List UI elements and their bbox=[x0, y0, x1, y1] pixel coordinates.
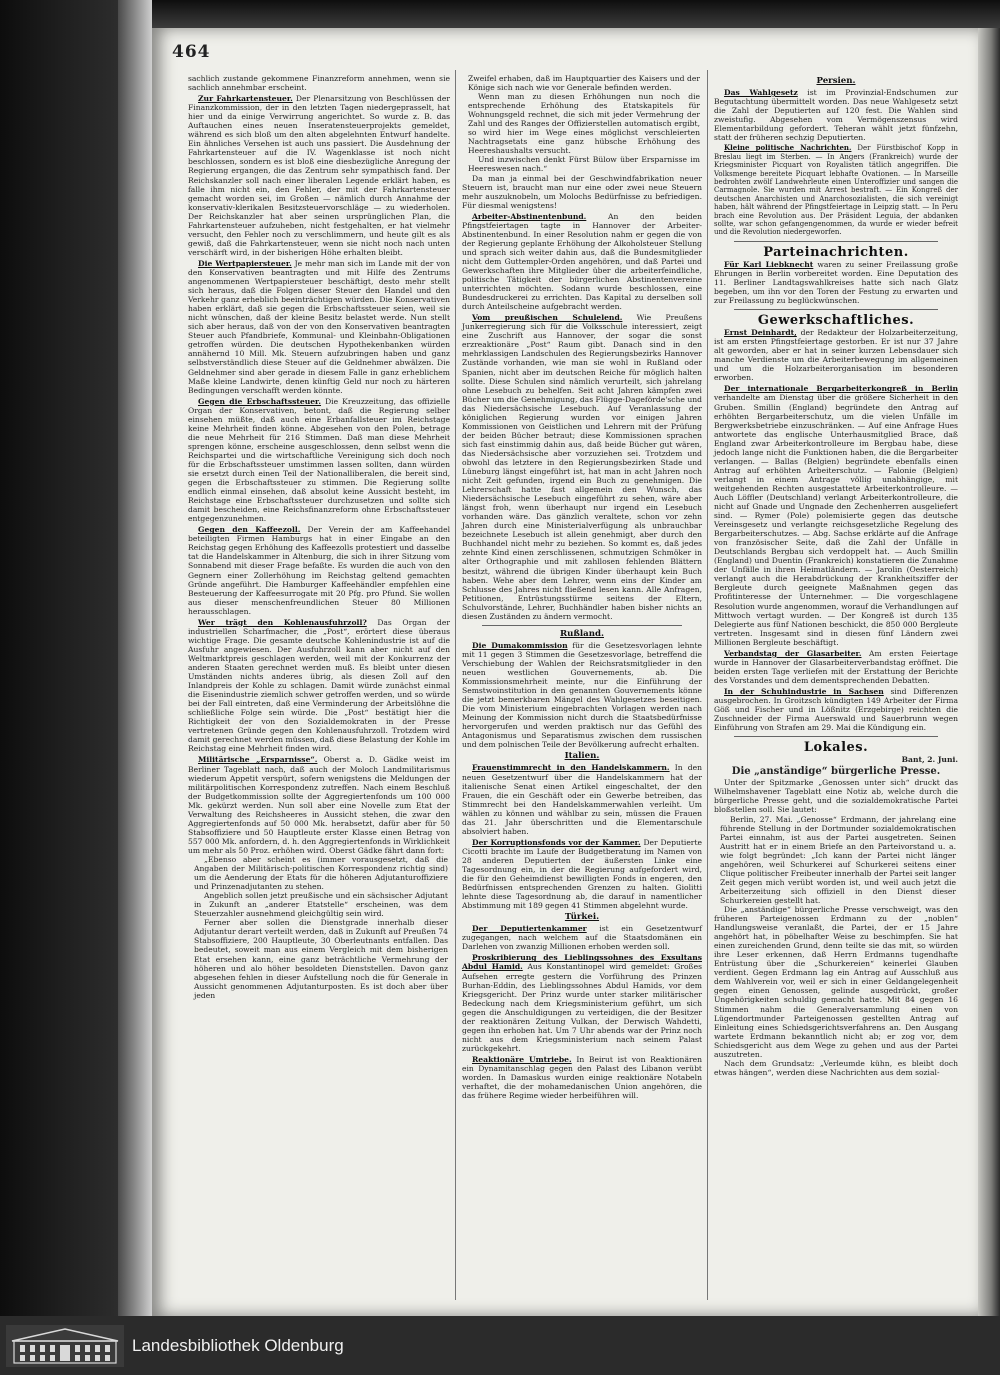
article-title: Für Karl Liebknecht bbox=[724, 259, 814, 269]
article bbox=[462, 641, 702, 750]
section-divider bbox=[482, 625, 682, 626]
article-title: Zur Fahrkartensteuer. bbox=[198, 94, 293, 104]
article-title: Der internationale Bergarbeiterkongreß in Berlin bbox=[724, 384, 958, 394]
book-gutter bbox=[118, 0, 152, 1316]
article-title: Gegen die Erbschaftssteuer. bbox=[198, 396, 322, 406]
quote-paragraph: „Ebenso aber scheint es (immer vorausgesetzt, daß die Angaben der Militärisch-politischen Korrespondenz richtig sind) um die Aenderung der Etats für die höheren Adjutanturoffiziere und Prinzenadjutanten zu stehen. bbox=[194, 854, 448, 892]
article bbox=[462, 74, 702, 210]
article bbox=[714, 328, 958, 382]
article bbox=[714, 384, 958, 646]
article-text: Oberst a. D. Gädke weist im Berliner Tageblatt nach, daß auch der Moloch Landmilitarismus wiederum Appetit verspürt, sofern wenigstens die Meldungen der militärpolitischen Korrespondenz zutreffen. Nach einem Beschluß der Budgetkommission sollte der Aggregiertenfonds um 100 000 Mk. gekürzt werden. Nun soll aber eine Novelle zum Etat der Verwaltung des Reichsheeres in Aussicht stehen, die zwar den Aggregiertenfonds auf 50 000 Mk. herabsetzt, dafür aber für 50 Stabsoffiziere und 50 Hauptleute erster Klasse einen Betrag von 557 000 Mk. anfordern, d. h. den Aggregiertenfonds in Wirklichkeit um mehr als 50 Proz. erhöhen wird. Oberst Gädke fährt dann fort: bbox=[188, 755, 451, 855]
article-text: Die „anständige“ bürgerliche Presse verschweigt, was den früheren Parteigenossen Erdmann zu der „noblen“ Handlungsweise veranlaßt, die Partei, der er 15 Jahre angehört hat, in pöbelhafter Weise zu beschimpfen. Sie hat einen zureichenden Grund, denn teilte sie das mit, so würden ihre Leser erkennen, daß Herrn Erdmanns tugendhafte Entrüstung über die „Schurkereien“ keinerlei Glauben verdient. Gegen Erdmann lag ein Antrag auf Ausschluß aus dem Wahlverein vor, weil er sich in einer Geldangelegenheit gegen einen Genossen, gelinde ausgedrückt, großer Ungehörigkeiten schuldig gemacht hatte. Mit 84 gegen 16 Stimmen nahm die Generalversammlung einen von Lügendortmunder Parteigenossen gestellten Antrag auf Einleitung eines Schiedsgerichtsverfahrens an. Den Ausgang wartete Erdmann bekanntlich nicht ab; er zog vor, dem Schiedsgericht aus dem Wege zu gehen und aus der Partei auszutreten. bbox=[714, 904, 958, 1059]
section-divider bbox=[734, 736, 938, 737]
quotation bbox=[714, 815, 958, 905]
article bbox=[188, 74, 450, 92]
article-title: Der Deputiertenkammer bbox=[472, 924, 587, 934]
article-title: Kleine politische Nachrichten. bbox=[724, 143, 852, 153]
article-text: Der Fürstbischof Kopp in Breslau liegt im Sterben. — In Angers (Frankreich) wurde der Kriegsminister Picquart von Royalisten tätlich angegriffen. Die Volksmenge bereitete Picquart lebhafte Ovationen. — In Marseille bedrohten zwölf Landwehrleute einen Unteroffizier und sangen die Carmagnole. Sie wurden mit Arrest bestraft. — Ein Kongreß der deutschen Anarchisten und Anarchosozialisten, die sich vereinigt haben, hält während der Pfingstfeiertage in Leipzig statt. — In Peru brach eine Revolution aus. Der Präsident Leguia, der abdanken sollte, war schon gefangengenommen, da wurde er wieder befreit und die Revolution niedergeworfen. bbox=[714, 144, 958, 237]
dateline: Bant, 2. Juni. bbox=[901, 755, 958, 765]
article-title: Wer trägt den Kohlenausfuhrzoll? bbox=[198, 617, 367, 627]
article-title: Ernst Deinhardt, bbox=[724, 328, 797, 338]
quote-paragraph: Angeblich sollen jetzt preußische und ein sächsischer Adjutant in Zukunft an „anderer Etatstelle“ erscheinen, was dem Steuerzahler ausnehmend gleichgültig sein wird. bbox=[194, 891, 448, 919]
article-text: sachlich zustande gekommene Finanzreform annehmen, wenn sie sachlich annehmbar erscheint. bbox=[188, 74, 450, 93]
library-building-logo bbox=[6, 1325, 124, 1367]
quotation bbox=[188, 855, 450, 1000]
article-text: Die Kreuzzeitung, das offizielle Organ der Konservativen, betont, daß die Regierung selber einsehen müßte, daß auch eine Erbanfallsteuer im Reichstage keine Mehrheit finden könne. Abgesehen von den Polen, betrage die neue Mehrheit für 216 Stimmen. Daß man diese Mehrheit sprengen könne, erscheine ausgeschlossen, denn selbst wenn die Reichspartei und die wirtschaftliche Vereinigung sich doch noch für die Erbschaftssteuer umstimmen lassen sollten, dann würden sie ersetzt durch einen Teil der Nationalliberalen, die bereit sind, gegen die Erbschaftssteuer zu stimmen. Die Regierung sollte endlich einmal einsehen, daß absolut keine Aussicht besteht, im Reichstage eine Erbschaftssteuer durchzusetzen und sollte sich damit bescheiden, eine Reichsfinanzreform ohne Erbschaftssteuer entgegenzunehmen. bbox=[188, 396, 450, 524]
section-heading: Türkei. bbox=[564, 912, 600, 923]
section-heading: Lokales. bbox=[803, 740, 869, 756]
article-heading: Die „anständige“ bürgerliche Presse. bbox=[731, 766, 941, 778]
article bbox=[188, 525, 450, 615]
article bbox=[188, 259, 450, 395]
article-title: Verbandstag der Glasarbeiter. bbox=[724, 648, 862, 658]
article bbox=[462, 838, 702, 910]
article bbox=[188, 618, 450, 754]
article-title: Arbeiter-Abstinentenbund. bbox=[472, 211, 587, 221]
quote-paragraph: Zweifel erhaben, daß im Hauptquartier des Kaisers und der Könige sich nach wie vor Generale befinden werden. bbox=[468, 74, 700, 93]
article-title: Reaktionäre Umtriebe. bbox=[472, 1054, 572, 1064]
article-text: Der Deputierte Cicotti brachte im Laufe der Budgetberatung im Namen von 28 anderen Deputierten der äußersten Linke eine Tagesordnung ein, in der die Regierung aufgefordert wird, die für den Geheimdienst bewilligten Fonds in engeren, den Bedürfnissen entsprechenden Grenzen zu halten. Giolitti lehnte diese Tagesordnung ab, die darauf in namentlicher Abstimmung mit 189 gegen 41 Stimmen abgelehnt wurde. bbox=[462, 837, 702, 911]
article-text: Je mehr man sich im Lande mit der von den Konservativen beantragten und mit Hilfe des Zentrums angenommenen Wertpapiersteuer beschäftigt, desto mehr stellt sich heraus, daß die Folgen dieser Steuer den Handel und den Verkehr ganz erheblich beeinträchtigen würden. Die Konservativen haben erklärt, daß sie gegen die Erbschaftssteuer seien, weil sie nicht wünschen, daß der kleine Besitz belastet werde. Nun stellt sich aber heraus, daß von der von den Konservativen beantragten Steuer auch Pfandbriefe, Kommunal- und Kleinbahn-Obligationen getroffen würden. Die deutschen Hypothekenbanken würden annähernd 10 Mill. Mk. Steuern aufzubringen haben und ganz selbstverständlich diese Steuer auf die Geldnehmer abwälzen. Die Geldnehmer sind aber gerade in diesem Falle in ganz erheblichem Maße kleine Landwirte, denen künftig Geld nur noch zu härteren Bedingungen verschafft werden könnte. bbox=[188, 258, 450, 395]
article-text: der Redakteur der Holzarbeiterzeitung, ist am ersten Pfingstfeiertage gestorben. Er ist nur 37 Jahre alt geworden, aber er hat in seiner kurzen Lebensdauer sich manche Verdienste um die Arbeiterbewegung im allgemeinen und um die Holzarbeiterorganisation im besonderen erworben. bbox=[714, 328, 958, 383]
article-title: Gegen den Kaffeezoll. bbox=[198, 525, 301, 535]
section-heading: Persien. bbox=[816, 76, 856, 86]
section-heading: Rußland. bbox=[559, 628, 604, 639]
article bbox=[714, 88, 958, 142]
article-title: Der Korruptionsfonds vor der Kammer. bbox=[472, 837, 641, 847]
article-text: Wie Preußens Junkerregierung sich für die Volksschule interessiert, zeigt eine Zuschrift aus Hannover, der sogar die sonst erzreaktionäre „Post“ Raum gibt. Danach sind in den mehrklassigen Landschulen des Regierungsbezirks Hannover Zustände vorhanden, wie man sie wohl in Rußland oder Spanien, nicht aber im deutschen Reiche für möglich halten sollte. Diese Schulen sind nämlich verurteilt, sich jahrelang ohne Lesebuch zu behelfen. Seit acht Jahren kämpfen zwei Bücher um die Genehmigung, das Flügge-Dageförde'sche und das Niedersächsische Lesebuch. Auf Veranlassung der königlichen Regierung wurden vor einigen Jahren Kommissionen von Geistlichen und Lehrern mit der Prüfung der beiden Bücher betraut; diese Kommissionen sprachen sich fast einstimmig dahin aus, daß beide Bücher gut wären, das Niedersächsische aber vorzuziehen sei. Trotzdem und obwohl das letztere in den Regierungsbezirken Stade und Lüneburg längst eingeführt ist, hat man in acht Jahren noch nicht Zeit gefunden, irgend ein Buch zu genehmigen. Die Lehrerschaft hatte fast allgemein den Wunsch, das Niedersächsische Lesebuch eingeführt zu sehen, wäre aber längst froh, wenn überhaupt nur irgend ein Lesebuch vorhanden wäre. Das gänzlich veraltete, schon vor zehn Jahren durch eine Ministerialverfügung als unbrauchbar bezeichnete Lesebuch ist allein genehmigt, aber durch den Buchhandel nicht mehr zu beziehen. So kommt es, daß jedes zehnte Kind einen zerschlissenen, schmutzigen Schmöker in alter Orthographie und mit zahllosen fehlenden Blättern besitzt, während die übrigen Kinder überhaupt kein Buch haben. Wehe aber dem Lehrer, wenn eins der Kinder am Schlusse des Jahres nicht fließend lesen kann. Alle Anfragen, Petitionen, Entrüstungsstürme seitens der Eltern, Schulvorstände, Lehrer, Buchhändler haben bisher nichts an diesen Zuständen zu ändern vermocht. bbox=[462, 313, 702, 621]
newspaper-page bbox=[152, 28, 978, 1316]
column-left bbox=[188, 74, 450, 1002]
quote-paragraph: Ferner aber sollen die Dienstgrade innerhalb dieser Adjutantur derart verteilt werden, daß in Zukunft auf Preußen 74 Stabsoffiziere, 200 Hauptleute, 30 Oberleutnants entfallen. Das bedeutet, soweit man aus einem Vergleich mit dem bisherigen Etat ersehen kann, eine ganz beträchtliche Vermehrung der höheren und alo höher besoldeten Dienststellen. Davon ganz abgesehen fehlen in dieser Aufstellung noch die für Generale in Aussicht genommenen Adjutanturposten. Es ist doch aber über jeden bbox=[194, 918, 448, 1000]
article-title: Die Dumakommission bbox=[472, 640, 568, 650]
article bbox=[462, 763, 702, 835]
article-text: An den beiden Pfingstfeiertagen tagte in Hannover der Arbeiter-Abstinentenbund. In einer Resolution nahm er gegen die von der Regierung geplante Erhöhung der Alkoholsteuer Stellung und sprach sich weiter dahin aus, daß die Bundesmitglieder nicht dem Guttempler-Orden angehören, und daß Partei und Gewerkschaften ihre Mitglieder über die arbeiterfeindliche, politische Tätigkeit der bürgerlichen Abstinentenvereine unterrichten möchten. Sodann wurde beschlossen, eine Bundesdruckerei zu errichten. Das Kapital zu derselben soll durch Anteilscheine aufgebracht werden. bbox=[462, 211, 702, 312]
article-text: Nach dem Grundsatz: „Verleumde kühn, es bleibt doch etwas hängen“, werden diese Nachrichten aus dem sozial- bbox=[714, 1058, 958, 1077]
article-text: In Beirut ist von Reaktionären ein Dynamitanschlag gegen den Palast des Libanon verübt worden. In Damaskus wurden einige reaktionäre Notabeln verhaftet, die der mohamedanischen Union angehören, die das frühere Regime wieder herbeiführen will. bbox=[462, 1054, 702, 1101]
article bbox=[462, 1055, 702, 1100]
article-title: Frauenstimmrecht in den Handelskammern. bbox=[472, 763, 670, 773]
column-rule bbox=[707, 70, 708, 1300]
column-rule bbox=[455, 70, 456, 1300]
column-middle bbox=[462, 74, 702, 1102]
quote-paragraph: Wenn man zu diesen Erhöhungen nun noch die entsprechende Erhöhung des Etatskapitels für Wohnungsgeld rechnet, die sich mit jeder Vermehrung der Zahl und des Ranges der Offizierstellen automatisch ergibt, so wird hier im Wege eines möglichst verschleierten Nachtragsetats eine ganz hübsche Erhöhung des Heereshaushalts versucht. bbox=[468, 92, 700, 156]
article-text: Da man ja einmal bei der Geschwindfabrikation neuer Steuern ist, braucht man nur eine oder zwei neue Steuern mehr auszuknobeln, um Molochs Bedürfnisse zu befriedigen. Für diesmal wenigstens! bbox=[462, 173, 702, 210]
library-footer bbox=[0, 1316, 1000, 1375]
quotation bbox=[462, 74, 702, 174]
quote-paragraph: Berlin, 27. Mai. „Genosse“ Erdmann, der jahrelang eine führende Stellung in der Dortmunder sozialdemokratischen Partei einnahm, ist aus der Partei ausgetreten. Seinen Austritt hat er in einem Briefe an den Parteivorstand u. a. wie folgt begründet: „Ich kann der Partei nicht länger angehören, weil Schurkerei auf Schurkerei seitens einer Clique politischer Freibeuter innerhalb der Partei seit langer Zeit gegen mich verübt worden ist, und weil auch jetzt die Arbeiterzeitung sich offiziell in den Dienst dieser Schurkereien gestellt hat. bbox=[720, 814, 956, 905]
article bbox=[714, 260, 958, 305]
article-text: Unter der Spitzmarke „Genossen unter sich“ druckt das Wilhelmshavener Tageblatt eine Notiz ab, welche durch die bürgerliche Presse geht, und die sozialdemokratische Partei bloßstellen soll. Sie lautet: bbox=[714, 778, 958, 815]
page-edge bbox=[978, 28, 1000, 1316]
section-divider bbox=[734, 309, 938, 310]
article-title: Die Wertpapiersteuer. bbox=[198, 258, 292, 268]
article-title: In der Schuhindustrie in Sachsen bbox=[724, 686, 884, 696]
article-title: Proskribierung des Lieblingssohnes des Exsultans Abdul Hamid. bbox=[462, 953, 702, 972]
page-top-shadow bbox=[152, 0, 1000, 28]
article-text: Am ersten Feiertage wurde in Hannover der Glasarbeiterverbandstag eröffnet. Die beiden ersten Tage verliefen mit der Erstattung der Berichte des Vorstandes und dem dementsprechenden Debatten. bbox=[714, 648, 959, 685]
article-text: Der Verein der am Kaffeehandel beteiligten Firmen Hamburgs hat in einer Eingabe an den Reichstag gegen Erhöhung des Kaffeezolls protestiert und dasselbe tat die Handelskammer in Altenburg, die sich in ihrer Sitzung vom Sonnabend mit dieser Frage befaßte. Es wurden die auch von den Gegnern einer Zollerhöhung im Reichstag geltend gemachten Gründe angeführt. Die Hamburger Kaffeehändler empfehlen eine Besteuerung der Kaffeesurrogate mit 20 Pfg. pro Pfund. Sie wollen aus dieser menschenfreundlichen Steuer 80 Millionen herausschlagen. bbox=[188, 525, 451, 616]
article-text: ist im Provinzial-Endschumen zur Begutachtung übermittelt worden. Das neue Wahlgesetz setzt die Zahl der Deputierten auf 120 fest. Die Wahlen sind zweistufig. Abgesehen vom Vermögenszensus wird Elementarbildung gefordert. Teheran wählt jetzt fünfzehn, statt der früheren sechzig Deputierten. bbox=[714, 88, 958, 143]
article bbox=[714, 778, 958, 1077]
article-text: Aus Konstantinopel wird gemeldet: Großes Aufsehen erregte gestern die Vorführung des Prinzen Burhan-Eddin, des Lieblingssohnes Abdul Hamids, vor dem Kriegsgericht. Der Prinz wurde unter starker militärischer Bedeckung nach dem Kriegsministerium geführt, um sich gegen die Anschuldigungen zu verteidigen, die der Besitzer der reaktionären Zeitung Vulkan, der Derwisch Wahdetti, gegen ihn erhoben hat. Um 7 Uhr abends war der Prinz noch nicht aus dem Kriegsministerium nach seinem Palast zurückgekehrt. bbox=[462, 962, 702, 1053]
section-heading: Parteinachrichten. bbox=[763, 244, 909, 260]
article bbox=[714, 687, 958, 732]
article-text: Der Plenarsitzung von Beschlüssen der Finanzkommission, der in den letzten Tagen niedergeprasselt, hat hier und da einige Verwirrung angerichtet. So wurde z. B. das Auftauchen eines neuen Inseratensteuerprojekts gemeldet, während es sich bloß um den alten abgelehnten Entwurf handelte. Ein ähnliches Versehen ist auch uns passiert. Die Ausdehnung der Fahrkartensteuer auf die IV. Wagenklasse ist noch nicht beschlossen, sondern es ist bloß eine diesbezügliche Anregung der Regierung ergangen, die das Zentrum sehr sympathisch fand. Der Reichskanzler soll nach einer liberalen Legende erklärt haben, es falle ihm nicht ein, den Fehler, der mit der Fahrkartensteuer gemacht worden sei, im Großen — nämlich durch Annahme der konservativ-klerikalen Besitzsteuervorschläge — zu wiederholen. Der Reichskanzler hat aber seinen ursprünglichen Plan, die Fahrkartensteuer aufzuheben, nicht festgehalten, er hat vielmehr versucht, den Fehler noch zu verschlimmern, und heute gilt es als gewiß, daß die Fahrkartensteuer, wenn sie nicht noch nach unten verschärft wird, in der bisherigen Höhe erhalten bleibt. bbox=[188, 94, 450, 257]
article bbox=[714, 144, 958, 236]
quote-paragraph: Und inzwischen denkt Fürst Bülow über Ersparnisse im Heereswesen nach.“ bbox=[468, 155, 700, 174]
article bbox=[462, 924, 702, 951]
column-right bbox=[714, 74, 958, 1079]
article-text: sind Differenzen ausgebrochen. In Groitzsch kündigten 149 Arbeiter der Firma Göß und Fischer und in Lößnitz (Erzgebirge) reichten die Zuschneider der Firma Auerswald und Sauerbrunn wegen Einführung von Strafen am 29. Mai die Kündigung ein. bbox=[714, 686, 958, 733]
article-text: für die Gesetzesvorlagen lehnte mit 11 gegen 3 Stimmen die Gesetzesvorlage, betreffend die Verschiebung der Wahlen der Reichsratsmitglieder in den neuen westlichen Gouvernements, ab. Die Kommissionsmehrheit meinte, nur die Einführung der Semstwoinstitution in den genannten Gouvernements könne die jetzt bemerkbaren Mängel des Wahlgesetzes beseitigen. Die vom Ministerium eingebrachten Vorlagen werden nach Meinung der Kommission nicht durch die Staatsbedürfnisse hervorgerufen und werden praktisch nur das Gefühl des Antagonismus und Separatismus zwischen dem russischen und dem polnischen Teile der Bevölkerung aufrecht erhalten. bbox=[462, 640, 702, 750]
institution-name[interactable]: Landesbibliothek Oldenburg bbox=[132, 1336, 344, 1355]
section-heading: Italien. bbox=[564, 751, 600, 762]
article-title: Das Wahlgesetz bbox=[724, 88, 798, 98]
article bbox=[462, 212, 702, 312]
article-text: ist ein Gesetzentwurf zugegangen, nach welchem auf die Staatsdomänen ein Darlehen von zwanzig Millionen erhoben werden soll. bbox=[462, 924, 703, 952]
article bbox=[188, 94, 450, 257]
article-text: verhandelte am Dienstag über die größere Sicherheit in den Gruben. Smillin (England) begründete den Antrag auf erhöhten Bergarbeiterschutz, um die vielen Unfälle im Bergwerksbetriebe einzuschränken. — Auf eine Anfrage Hues antwortete das englische Unterhausmitglied Brace, daß England zwar Arbeiterkontrolleure im Bergbau habe, diese jedoch lange nicht die Funktionen haben, die die Bergarbeiter verlangen. — Ballas (Belgien) begründete ebenfalls einen Antrag auf erhöhten Arbeiterschutz. — Falonie (Belgien) verlangt in einem Antrage völlig unabhängige, mit weitgehenden Rechten ausgestattete Arbeiterkontrolleure. — Auch Löffler (Deutschland) verlangt Arbeiterkontrolleure, die nicht auf Gnade und Ungnade den Zechenherren ausgeliefert sind. — Rymer (Pole) polemisierte gegen das deutsche Vereinsgesetz und verlangte reichsgesetzliche Regelung des Bergarbeiterschutzes. — Abg. Sachse erklärte auf die Anfrage von französischer Seite, daß die Zahl der Unfälle in Deutschlands Bergbau sich verdoppelt hat. — Auch Smillin (England) und Duentin (Frankreich) konstatieren die Zunahme der Unfälle in ihren Heimatländern. — Jarolin (Oesterreich) verlangt auch die Herabdrückung der Krankheitsziffer der Bergleute durch geeignete Maßnahmen gegen das Profitinteresse der Unternehmer. — Die vorgeschlagene Resolution wurde angenommen, worauf die Verhandlungen auf Mittwoch vertagt wurden. — Der Kongreß ist durch 135 Delegierte aus fünf Nationen beschickt, die 850 000 Bergleute vertreten. Insgesamt sind in diesen fünf Ländern zwei Millionen Bergleute beschäftigt. bbox=[714, 393, 958, 647]
article bbox=[188, 755, 450, 999]
article-text: Das Organ der industriellen Scharfmacher, die „Post“, erörtert diese überaus wichtige Frage. Die gesamte deutsche Kohlenindustrie ist auf die Ausfuhr angewiesen. Der Ausfuhrzoll kann aber nicht auf den Weltmarktpreis geschlagen werden, weil mit der Konkurrenz der anderen Staaten gerechnet werden muß. Es bleibt unter diesen Umständen nichts anderes übrig, als diesen Zoll auf den Inlandpreis der Kohle zu schlagen. Damit würde zunächst einmal die Eisenindustrie ziemlich schwer getroffen werden, und so würde bei der Fall eintreten, daß eine Verminderung der Arbeitslöhne die schließliche Folge sein würde. Die „Post“ bestätigt hier die Richtigkeit der von den Sozialdemokraten in der Presse vertretenen Gründe gegen den Kohlenausfuhrzoll. Trotzdem wird damit gerechnet werden müssen, daß diese Belastung der Kohle im Reichstag eine Mehrheit finden wird. bbox=[188, 617, 450, 754]
article-title: Militärische „Ersparnisse“. bbox=[198, 755, 318, 765]
section-heading: Gewerkschaftliches. bbox=[757, 313, 915, 329]
page-number: 464 bbox=[172, 42, 211, 62]
article-text: In den neuen Gesetzentwurf über die Handelskammern hat der italienische Senat einen Artikel eingeschaltet, der den Frauen, die ein Geschäft oder ein Gewerbe betreiben, das Stimmrecht bei den Handelskammerwahlen verleiht. Um wählen zu können und wählbar zu sein, müssen die Frauen das 21. Jahr überschritten und die Elementarschule absolviert haben. bbox=[462, 763, 702, 836]
article bbox=[188, 397, 450, 524]
article-title: Vom preußischen Schulelend. bbox=[472, 313, 623, 323]
section-divider bbox=[734, 241, 938, 242]
article bbox=[462, 953, 702, 1053]
article bbox=[714, 649, 958, 685]
article bbox=[462, 313, 702, 621]
article-text: waren zu seiner Freilassung große Ehrungen in Berlin vorbereitet worden. Eine Deputation des 11. Berliner Landtagswahlkreises hatte sich nach Glatz begeben, um ihn vor den Toren der Festung zu erwarten und zur Freilassung zu beglückwünschen. bbox=[714, 259, 958, 306]
